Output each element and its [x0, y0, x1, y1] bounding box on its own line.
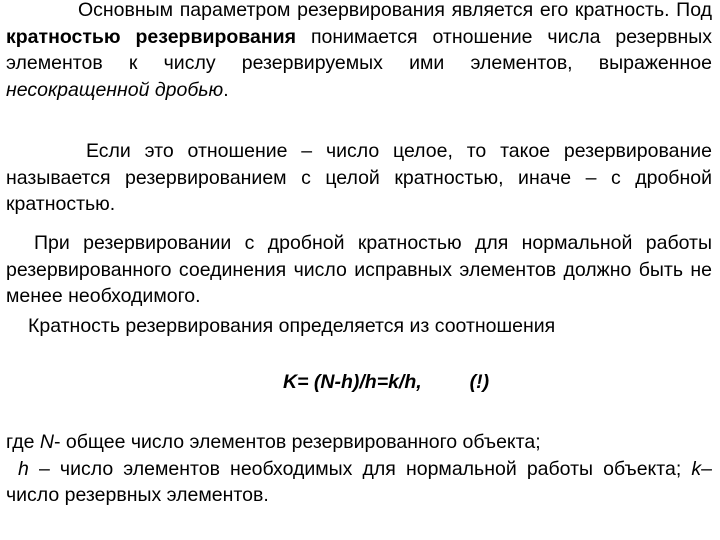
formula: [283, 369, 489, 396]
p3-text: При резервировании с дробной кратностью для нормальной работы резервированного соединения число исправных элементов должно быть не менее необходимого.: [6, 232, 712, 307]
p1-text-b: понимается отношение числа резервных элементов к числу резервируемых ими элементов, выраженное: [6, 25, 712, 74]
p1-text-a: Основным параметром резервирования является его кратность. Под: [78, 0, 712, 21]
legend-var-k: k: [691, 457, 702, 480]
paragraph-formula-intro: [6, 313, 712, 340]
p2-text: Если это отношение – число целое, то такое резервирование называется резервированием с целой кратностью, иначе – с дробной кратностью.: [6, 140, 712, 215]
paragraph-fractional-multiplicity: [6, 230, 712, 310]
formula-expression: K= (N-h)/h=k/h,: [283, 371, 422, 393]
legend-var-N: N: [39, 431, 54, 453]
legend-def-k: – число резервных элементов.: [6, 457, 712, 506]
p1-emphasis-italic: несокращенной дробью: [6, 78, 224, 101]
legend-def-N: - общее число элементов резервированного объекта;: [53, 431, 541, 453]
formula-mark: (!): [469, 371, 490, 393]
legend-def-h: – число элементов необходимых для нормальной работы объекта;: [28, 457, 692, 480]
paragraph-variable-legend: [6, 429, 712, 509]
p1-term-bold: кратностью резервирования: [6, 25, 296, 48]
slide: [6, 0, 712, 540]
p4-text: Кратность резервирования определяется из соотношения: [28, 315, 556, 337]
paragraph-integer-multiplicity: [6, 138, 712, 218]
legend-prefix: где: [6, 431, 40, 453]
paragraph-reservation-multiplicity: [6, 0, 712, 103]
legend-var-h: h: [18, 457, 29, 480]
p1-text-c: .: [223, 78, 229, 101]
